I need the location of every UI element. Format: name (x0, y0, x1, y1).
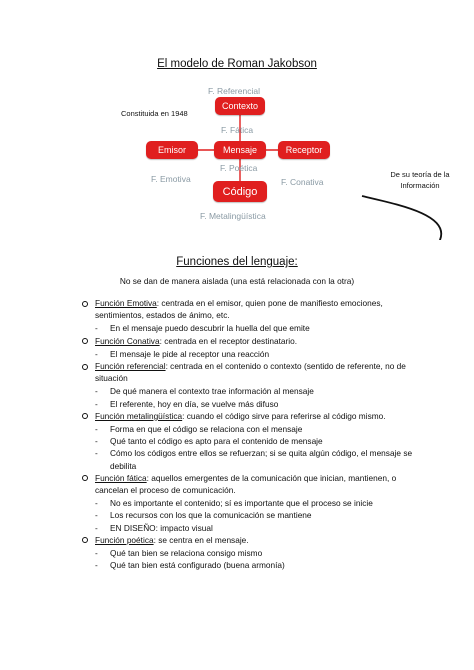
function-referencial (82, 360, 422, 410)
sub-point-text: Qué tan bien está configurado (buena armonía) (110, 560, 285, 571)
node-mensaje: Mensaje (214, 141, 266, 159)
circle-bullet-icon (82, 413, 88, 419)
sub-point: - El mensaje le pide al receptor una reacción (95, 348, 270, 359)
list-item (82, 297, 422, 321)
function-name: Función Conativa (95, 335, 160, 346)
label-f-referencial: F. Referencial (208, 86, 260, 96)
sub-point: - Qué tanto el código es apto para el contenido de mensaje (95, 436, 323, 447)
circle-bullet-icon (82, 338, 88, 344)
sub-point: - Los recursos con los que la comunicación se mantiene (95, 510, 312, 521)
sub-point: - El referente, hoy en día, se vuelve más difuso (95, 398, 279, 409)
sub-point-text: EN DISEÑO: impacto visual (110, 522, 213, 533)
sub-point: - Qué tan bien está configurado (buena armonía) (95, 560, 285, 571)
function-metalinguistica (82, 410, 422, 472)
diagram-connectors (0, 0, 474, 240)
list-item (82, 472, 422, 496)
function-fatica (82, 472, 422, 534)
list-item (82, 534, 422, 546)
node-contexto: Contexto (215, 97, 265, 115)
circle-bullet-icon (82, 301, 88, 307)
node-receptor: Receptor (278, 141, 330, 159)
function-desc: : centrada en el contenido o contexto (sentido de referente, no de situación (95, 361, 406, 384)
function-poetica (82, 534, 422, 572)
sub-point-text: Forma en que el código se relaciona con el mensaje (110, 424, 303, 435)
function-conativa (82, 335, 422, 360)
sub-point: - EN DISEÑO: impacto visual (95, 522, 213, 533)
list-item (82, 335, 422, 347)
function-desc: : se centra en el mensaje. (153, 534, 249, 545)
sub-point: - Qué tan bien se relaciona consigo mismo (95, 548, 263, 559)
label-f-fatica: F. Fática (221, 125, 254, 135)
sub-point-text: De qué manera el contexto trae información al mensaje (110, 386, 314, 397)
circle-bullet-icon (82, 364, 88, 370)
curved-arrow (362, 196, 441, 240)
section-title: Funciones del lenguaje: (176, 256, 298, 268)
label-f-emotiva: F. Emotiva (151, 174, 191, 184)
sub-point: - En el mensaje puedo descubrir la huella del que emite (95, 323, 310, 334)
function-desc: : centrada en el receptor destinatario. (159, 335, 298, 346)
sub-point: - No es importante el contenido; sí es importante que el proceso se inicie (95, 498, 373, 509)
function-emotiva (82, 297, 422, 335)
sub-point-text: Los recursos con los que la comunicación se mantiene (110, 510, 312, 521)
sub-point-text: Qué tanto el código es apto para el contenido de mensaje (110, 436, 323, 447)
sub-point: - Forma en que el código se relaciona con el mensaje (95, 424, 303, 435)
label-f-conativa: F. Conativa (281, 177, 324, 187)
node-codigo: Código (213, 181, 267, 202)
node-emisor: Emisor (146, 141, 198, 159)
circle-bullet-icon (82, 537, 88, 543)
function-name: Función referencial (95, 361, 166, 372)
section-subtitle: No se dan de manera aislada (una está relacionada con la otra) (119, 276, 355, 286)
label-f-metalinguistica: F. Metalingüística (200, 211, 266, 221)
sub-point-text: No es importante el contenido; sí es importante que el proceso se inicie (110, 498, 373, 509)
note-teoria-line2: Información (400, 181, 440, 190)
sub-point-text: El mensaje le pide al receptor una reacción (110, 348, 270, 359)
sub-point-text: El referente, hoy en día, se vuelve más difuso (110, 398, 279, 409)
function-desc: : cuando el código sirve para referirse al código mismo. (182, 410, 386, 421)
function-name: Función poética (95, 534, 154, 545)
jakobson-diagram (0, 0, 474, 240)
sub-point-text: Qué tan bien se relaciona consigo mismo (110, 548, 263, 559)
function-desc: : centrada en el emisor, quien pone de manifiesto emociones, sentimientos, estados de ánimo, etc. (95, 298, 383, 321)
function-name: Función fática (95, 472, 147, 483)
circle-bullet-icon (82, 475, 88, 481)
note-teoria-line1: De su teoría de la (390, 170, 450, 179)
label-f-poetica: F. Poética (220, 163, 258, 173)
sub-point-text: Cómo los códigos entre ellos se refuerzan; si se quita algún código, el mensaje se debilita (110, 448, 413, 471)
sub-point-text: En el mensaje puedo descubrir la huella del que emite (110, 323, 310, 334)
sub-point: - De qué manera el contexto trae información al mensaje (95, 386, 314, 397)
list-item (82, 410, 422, 422)
functions-list (82, 297, 422, 571)
note-constituida: Constituida en 1948 (121, 109, 188, 118)
sub-point: - Cómo los códigos entre ellos se refuerzan; si se quita algún código, el mensaje se debilita (95, 448, 413, 471)
list-item (82, 360, 422, 384)
note-teoria (380, 169, 460, 191)
function-desc: : aquellos emergentes de la comunicación que inician, mantienen, o cancelan el proceso de comunicación. (95, 472, 397, 496)
function-name: Función Emotiva (95, 298, 157, 308)
function-name: Función metalingüística (95, 410, 183, 421)
page-title: El modelo de Roman Jakobson (157, 58, 317, 70)
